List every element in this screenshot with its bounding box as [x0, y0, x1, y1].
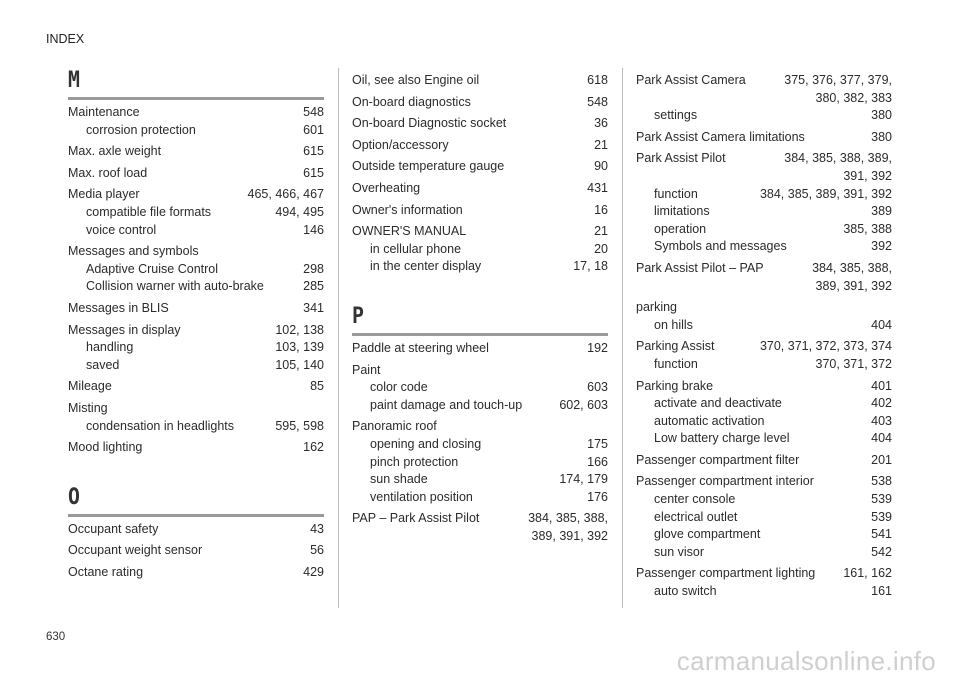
index-letter: O [68, 484, 80, 510]
subentry-row [68, 222, 324, 240]
entry-row [352, 223, 608, 241]
entry-pages: 56 [310, 543, 324, 558]
entry-term: Passenger compartment interior [636, 474, 814, 489]
subentry-term: in the center display [370, 259, 482, 274]
subentry-row [636, 430, 892, 448]
entry-pages: 201 [871, 452, 892, 467]
entry-pages: 375, 376, 377, 379, [784, 73, 892, 87]
index-letter: P [352, 303, 364, 329]
subentry-pages: 103, 139 [275, 340, 324, 355]
entry-term: Park Assist Pilot – PAP [636, 260, 764, 275]
entry-row [352, 115, 608, 133]
entry-term: Maintenance [68, 105, 140, 119]
subentry-term: settings [654, 108, 698, 123]
entry-row [352, 158, 608, 176]
subentry-term: center console [654, 492, 736, 507]
entry-row [68, 243, 324, 261]
entry-term: Mood lighting [68, 440, 143, 455]
entry-term: Messages in display [68, 322, 181, 337]
entry-pages: 85 [310, 379, 324, 394]
entry-pages: 341 [303, 300, 324, 315]
entry-pages: 36 [594, 116, 608, 131]
subentry-pages: 603 [587, 380, 608, 395]
subentry-row [68, 278, 324, 296]
subentry-row [352, 397, 608, 415]
entry-term: On-board Diagnostic socket [352, 116, 507, 131]
index-entry [352, 223, 608, 276]
subentry-pages: 298 [303, 261, 324, 276]
subentry-pages: 403 [871, 413, 892, 428]
entry-row [636, 565, 892, 583]
entry-term: Max. roof load [68, 165, 148, 180]
subentry-term: Low battery charge level [654, 431, 790, 446]
subentry-pages: 17, 18 [573, 259, 608, 274]
entry-term: Park Assist Camera [636, 73, 746, 87]
subentry-row [636, 526, 892, 544]
entry-pages: 548 [303, 105, 324, 119]
subentry-row [68, 122, 324, 140]
subentry-term: automatic activation [654, 413, 765, 428]
subentry-row [636, 107, 892, 125]
subentry-term: corrosion protection [86, 122, 196, 137]
subentry-row [636, 186, 892, 204]
entry-term: Overheating [352, 180, 421, 195]
entry-pages-continued: 391, 392 [843, 168, 892, 183]
entry-pages: 401 [871, 378, 892, 393]
entry-pages-continued: 380, 382, 383 [815, 90, 892, 105]
subentry-term: opening and closing [370, 436, 482, 451]
index-entry [68, 564, 324, 582]
letter-rule [68, 514, 324, 517]
entry-term: Messages and symbols [68, 244, 199, 259]
column-divider [622, 68, 623, 608]
entry-row [68, 300, 324, 318]
subentry-row [68, 204, 324, 222]
subentry-term: color code [370, 380, 428, 395]
subentry-pages: 174, 179 [559, 472, 608, 487]
subentry-term: compatible file formats [86, 204, 212, 219]
page-header: INDEX [46, 32, 85, 46]
section-gap [68, 457, 324, 485]
entry-pages: 618 [587, 73, 608, 87]
entry-pages: 465, 466, 467 [247, 187, 324, 202]
entry-term: PAP – Park Assist Pilot [352, 511, 480, 526]
subentry-term: auto switch [654, 584, 717, 599]
index-entry [636, 565, 892, 600]
subentry-term: in cellular phone [370, 241, 462, 256]
entry-pages: 16 [594, 202, 608, 217]
page-number: 630 [46, 631, 66, 643]
subentry-pages: 370, 371, 372 [815, 356, 892, 371]
entry-term: Paint [352, 362, 381, 377]
entry-pages: 429 [303, 564, 324, 579]
subentry-row [352, 471, 608, 489]
entry-row [352, 362, 608, 380]
subentry-pages: 404 [871, 317, 892, 332]
subentry-pages: 539 [871, 509, 892, 524]
entry-row [352, 94, 608, 112]
entry-row [636, 129, 892, 147]
subentry-term: activate and deactivate [654, 396, 782, 411]
subentry-pages: 285 [303, 279, 324, 294]
subentry-pages: 161 [871, 584, 892, 599]
subentry-row [352, 489, 608, 507]
index-entry [636, 338, 892, 373]
entry-term: OWNER'S MANUAL [352, 224, 467, 239]
entry-row [352, 202, 608, 220]
subentry-pages: 166 [587, 454, 608, 469]
subentry-term: Symbols and messages [654, 239, 787, 254]
subentry-pages: 402 [871, 396, 892, 411]
entry-row [68, 186, 324, 204]
subentry-term: function [654, 186, 698, 201]
entry-row [68, 564, 324, 582]
index-entry [68, 143, 324, 161]
entry-row [636, 72, 892, 90]
index-entry [636, 260, 892, 295]
entry-row [636, 452, 892, 470]
index-letter: M [68, 68, 80, 93]
index-entry [636, 452, 892, 470]
subentry-row [352, 436, 608, 454]
entry-term: Panoramic roof [352, 419, 437, 434]
entry-term: Misting [68, 400, 108, 415]
entry-pages: 162 [303, 440, 324, 455]
entry-term: Owner's information [352, 202, 463, 217]
subentry-row [352, 379, 608, 397]
subentry-term: sun visor [654, 544, 705, 559]
index-column-2 [352, 68, 608, 545]
subentry-row [68, 339, 324, 357]
subentry-row [352, 241, 608, 259]
entry-term: Park Assist Camera limitations [636, 129, 805, 144]
entry-row [352, 72, 608, 90]
entry-term: Octane rating [68, 564, 144, 579]
entry-term: Passenger compartment filter [636, 452, 800, 467]
entry-pages: 384, 385, 388, [812, 260, 892, 275]
index-entry [352, 94, 608, 112]
entry-row [636, 150, 892, 168]
subentry-term: Collision warner with auto-brake [86, 279, 264, 294]
subentry-pages: 384, 385, 389, 391, 392 [759, 186, 892, 201]
index-entry [636, 378, 892, 448]
subentry-pages: 146 [303, 222, 324, 237]
subentry-pages: 494, 495 [275, 204, 324, 219]
index-entry [636, 473, 892, 561]
index-entry [352, 180, 608, 198]
index-entry [68, 400, 324, 435]
subentry-row [68, 357, 324, 375]
entry-term: Mileage [68, 379, 112, 394]
entry-pages: 370, 371, 372, 373, 374 [759, 339, 892, 354]
index-entry [636, 72, 892, 125]
subentry-row [636, 491, 892, 509]
subentry-row [636, 413, 892, 431]
index-entry [68, 300, 324, 318]
subentry-term: saved [86, 357, 120, 372]
letter-rule [352, 333, 608, 336]
entry-term: Max. axle weight [68, 144, 162, 159]
subentry-row [636, 544, 892, 562]
entry-row [352, 340, 608, 358]
entry-row [352, 137, 608, 155]
subentry-term: ventilation position [370, 489, 473, 504]
entry-term: parking [636, 300, 677, 315]
index-entry [636, 299, 892, 334]
entry-pages: 21 [594, 137, 608, 152]
subentry-term: voice control [86, 222, 157, 237]
entry-term: Occupant weight sensor [68, 543, 203, 558]
entry-pages: 548 [587, 94, 608, 109]
subentry-pages: 175 [587, 436, 608, 451]
index-entry [68, 521, 324, 539]
index-entry [352, 202, 608, 220]
entry-pages: 192 [587, 340, 608, 355]
entry-term: Oil, see also Engine oil [352, 73, 480, 87]
entry-term: Passenger compartment lighting [636, 566, 816, 581]
entry-term: Option/accessory [352, 137, 449, 152]
subentry-pages: 595, 598 [275, 418, 324, 433]
index-entry [352, 72, 608, 90]
subentry-pages: 542 [871, 544, 892, 559]
subentry-term: handling [86, 340, 134, 355]
subentry-row [68, 261, 324, 279]
entry-pages-continued: 389, 391, 392 [815, 278, 892, 293]
subentry-pages: 176 [587, 489, 608, 504]
subentry-pages: 601 [303, 122, 324, 137]
entry-row [68, 521, 324, 539]
subentry-row [636, 356, 892, 374]
subentry-pages: 541 [871, 527, 892, 542]
subentry-pages: 385, 388 [843, 221, 892, 236]
index-entry [68, 243, 324, 296]
subentry-row [636, 509, 892, 527]
subentry-row [636, 203, 892, 221]
subentry-row [68, 418, 324, 436]
subentry-term: condensation in headlights [86, 418, 235, 433]
entry-pages: 102, 138 [275, 322, 324, 337]
entry-pages: 384, 385, 388, 389, [784, 151, 892, 166]
entry-row [68, 378, 324, 396]
entry-pages: 90 [594, 159, 608, 174]
subentry-row [636, 395, 892, 413]
entry-row [352, 180, 608, 198]
subentry-row [352, 258, 608, 276]
section-gap [352, 276, 608, 304]
entry-pages: 384, 385, 388, [528, 511, 608, 526]
watermark: carmanualsonline.info [676, 646, 936, 676]
entry-term: Occupant safety [68, 521, 159, 536]
subentry-pages: 602, 603 [559, 397, 608, 412]
entry-row [352, 418, 608, 436]
entry-pages: 21 [594, 224, 608, 239]
subentry-pages: 539 [871, 492, 892, 507]
entry-pages: 161, 162 [843, 566, 892, 581]
entry-term: Media player [68, 187, 140, 202]
index-entry [352, 418, 608, 506]
entry-term: On-board diagnostics [352, 94, 471, 109]
subentry-row [636, 583, 892, 601]
index-entry [636, 129, 892, 147]
subentry-pages: 404 [871, 431, 892, 446]
index-column-1 [68, 68, 324, 581]
index-entry [68, 439, 324, 457]
entry-term: Outside temperature gauge [352, 159, 505, 174]
entry-row [68, 143, 324, 161]
entry-row [68, 165, 324, 183]
index-entry [68, 542, 324, 560]
entry-term: Paddle at steering wheel [352, 340, 489, 355]
entry-term: Messages in BLIS [68, 300, 169, 315]
entry-pages: 538 [871, 474, 892, 489]
index-entry [68, 378, 324, 396]
entry-pages: 615 [303, 165, 324, 180]
subentry-term: paint damage and touch-up [370, 397, 523, 412]
entry-row [636, 299, 892, 317]
index-entry [68, 165, 324, 183]
index-entry [636, 150, 892, 256]
entry-row [636, 473, 892, 491]
entry-pages: 380 [871, 129, 892, 144]
subentry-row [352, 454, 608, 472]
subentry-term: sun shade [370, 472, 428, 487]
column-divider [338, 68, 339, 608]
entry-row [68, 542, 324, 560]
index-entry [352, 137, 608, 155]
entry-row [68, 439, 324, 457]
entry-row [352, 510, 608, 528]
subentry-row [636, 317, 892, 335]
subentry-term: pinch protection [370, 454, 459, 469]
index-column-3 [636, 68, 892, 601]
index-entry [68, 186, 324, 239]
entry-term: Park Assist Pilot [636, 151, 726, 166]
entry-term: Parking brake [636, 378, 714, 393]
subentry-pages: 380 [871, 108, 892, 123]
entry-term: Parking Assist [636, 339, 715, 354]
subentry-row [636, 238, 892, 256]
entry-pages: 43 [310, 521, 324, 536]
subentry-term: function [654, 356, 698, 371]
index-entry [68, 322, 324, 375]
subentry-term: on hills [654, 317, 693, 332]
entry-pages: 431 [587, 180, 608, 195]
subentry-pages: 389 [871, 204, 892, 219]
subentry-term: electrical outlet [654, 509, 738, 524]
entry-row [68, 400, 324, 418]
subentry-term: limitations [654, 204, 710, 219]
subentry-term: Adaptive Cruise Control [86, 261, 219, 276]
index-entry [352, 340, 608, 358]
subentry-term: glove compartment [654, 527, 761, 542]
entry-row [68, 322, 324, 340]
index-entry [68, 104, 324, 139]
index-entry [352, 158, 608, 176]
subentry-term: operation [654, 221, 707, 236]
subentry-pages: 392 [871, 239, 892, 254]
subentry-row [636, 221, 892, 239]
entry-pages: 615 [303, 144, 324, 159]
entry-pages-continued: 389, 391, 392 [531, 528, 608, 543]
index-entry [352, 115, 608, 133]
subentry-pages: 105, 140 [275, 357, 324, 372]
entry-row [636, 378, 892, 396]
entry-row [68, 104, 324, 122]
entry-row [636, 260, 892, 278]
index-entry [352, 362, 608, 415]
subentry-pages: 20 [594, 241, 608, 256]
index-entry [352, 510, 608, 545]
entry-row [636, 338, 892, 356]
letter-rule [68, 97, 324, 100]
